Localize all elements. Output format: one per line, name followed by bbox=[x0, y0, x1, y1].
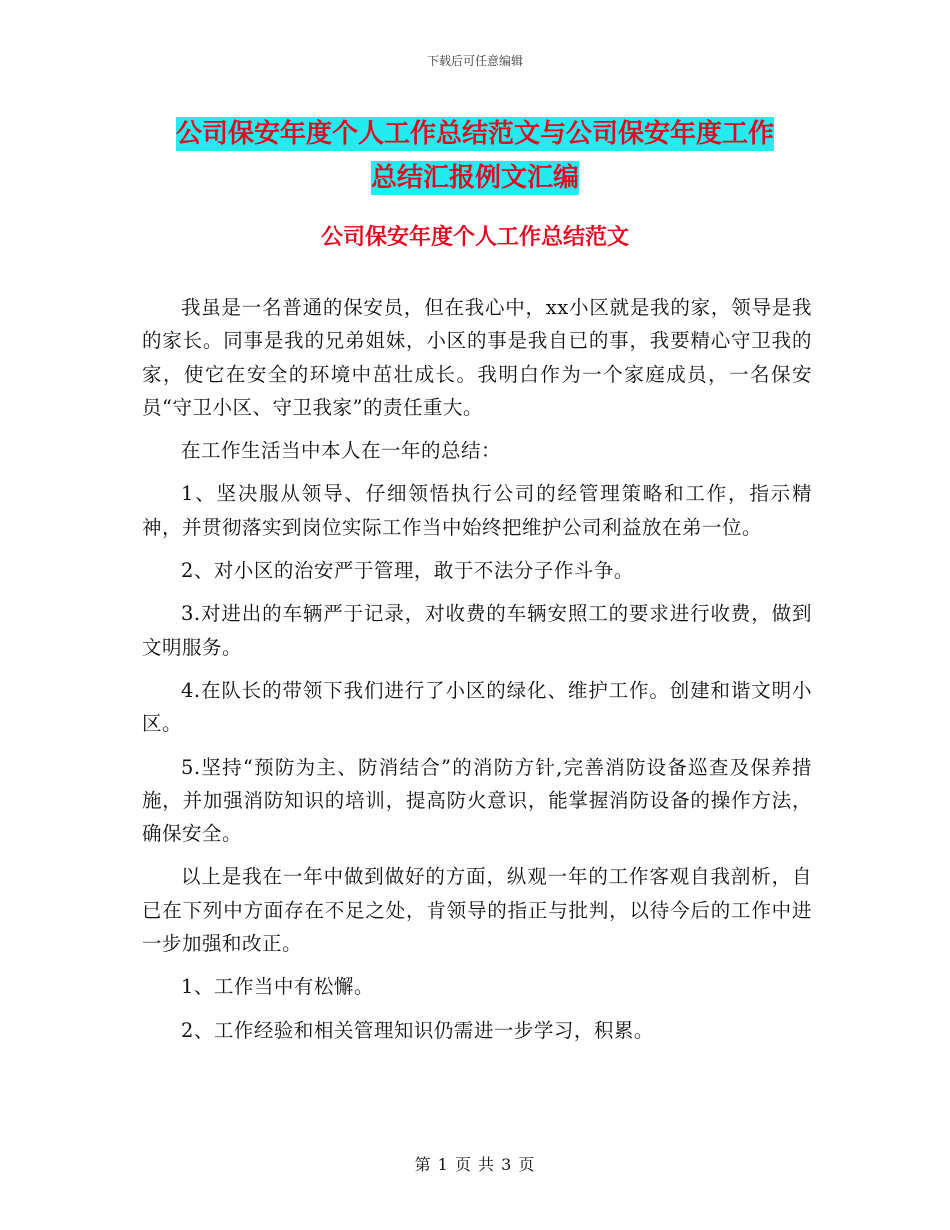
paragraph: 2、对小区的治安严于管理，敢于不法分子作斗争。 bbox=[181, 559, 634, 583]
section-title: 公司保安年度个人工作总结范文 bbox=[320, 225, 629, 250]
paragraph: 3.对进出的车辆严于记录，对收费的车辆安照工的要求进行收费，做到文明服务。 bbox=[142, 602, 812, 659]
document-title-line-2: 总结汇报例文汇编 bbox=[370, 163, 579, 193]
paragraph: 我虽是一名普通的保安员，但在我心中，xx小区就是我的家，领导是我的家长。同事是我的兄弟姐妹，小区的事是我自已的事，我要精心守卫我的家，使它在安全的环境中茁壮成长。我明白作为一个家庭成员，一名保安员“守卫小区、守卫我家”的责任重大。 bbox=[142, 296, 812, 419]
page-footer: 第 1 页 共 3 页 bbox=[414, 1155, 536, 1174]
document-title-line-1: 公司保安年度个人工作总结范文与公司保安年度工作 bbox=[175, 119, 774, 149]
header-note: 下载后可任意编辑 bbox=[426, 54, 523, 68]
paragraph: 以上是我在一年中做到做好的方面，纵观一年的工作客观自我剖析，自已在下列中方面存在不足之处，肯领导的指正与批判，以待今后的工作中进一步加强和改正。 bbox=[142, 865, 812, 956]
paragraph: 在工作生活当中本人在一年的总结： bbox=[181, 439, 502, 463]
paragraph: 5.坚持“预防为主、防消结合”的消防方针,完善消防设备巡查及保养措施，并加强消防知识的培训，提高防火意识，能掌握消防设备的操作方法，确保安全。 bbox=[142, 755, 812, 846]
paragraph: 1、工作当中有松懈。 bbox=[181, 975, 374, 999]
paragraph: 1、坚决服从领导、仔细领悟执行公司的经管理策略和工作，指示精神，并贯彻落实到岗位实际工作当中始终把维护公司利益放在弟一位。 bbox=[142, 482, 812, 539]
paragraph: 4.在队长的带领下我们进行了小区的绿化、维护工作。创建和谐文明小区。 bbox=[142, 678, 812, 736]
body-text bbox=[142, 291, 812, 1047]
paragraph: 2、工作经验和相关管理知识仍需进一步学习，积累。 bbox=[181, 1018, 654, 1042]
document-title bbox=[120, 112, 830, 200]
